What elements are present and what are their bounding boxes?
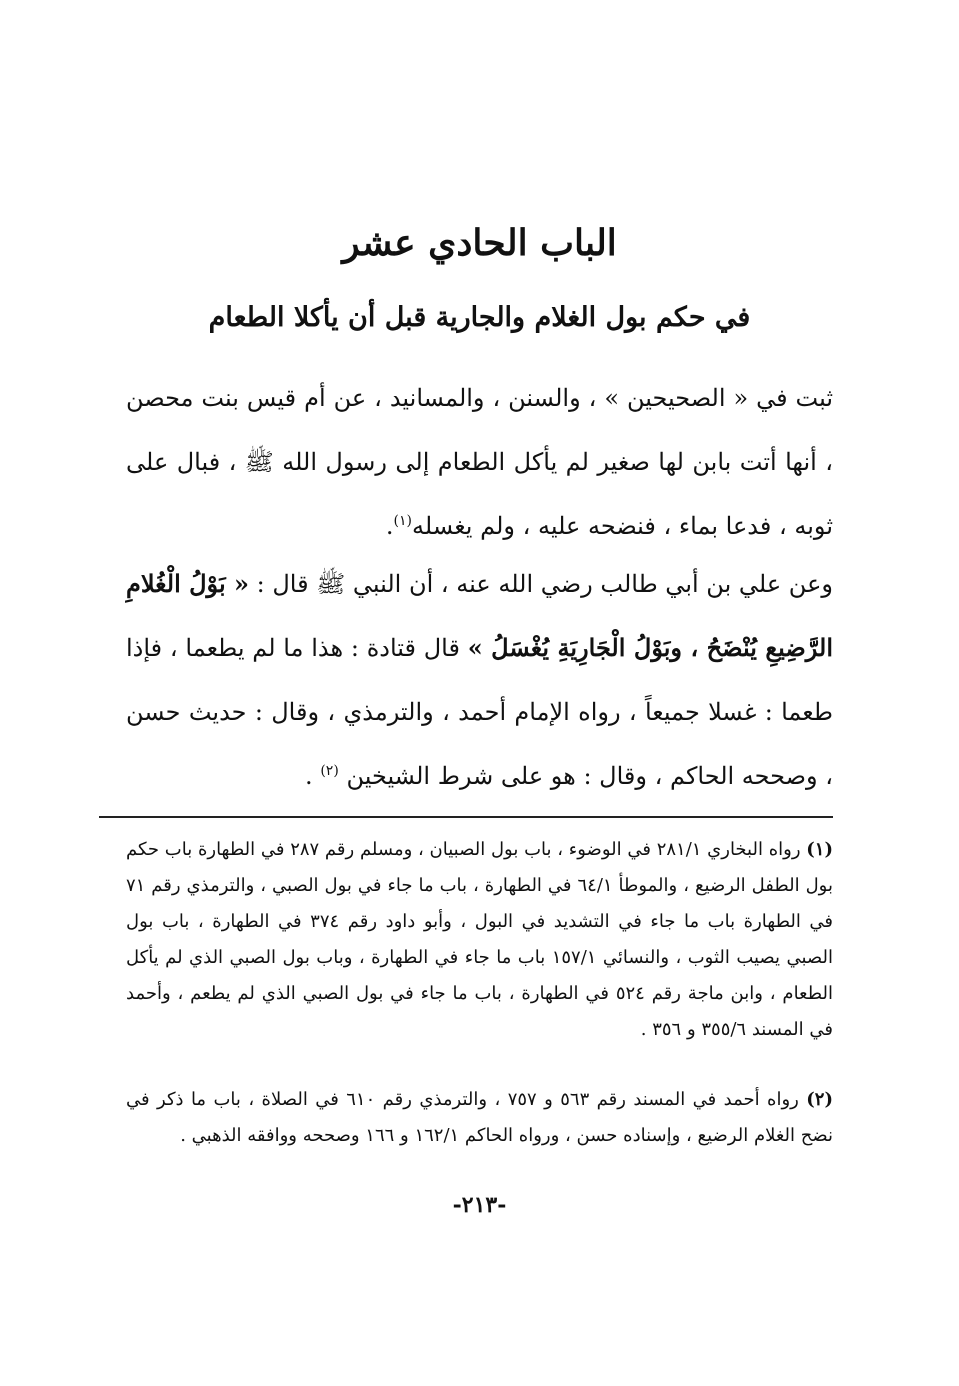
footnote-number: (٢) — [806, 1089, 833, 1110]
paragraph-end: . — [385, 512, 394, 540]
footnote-ref-2[interactable]: (٢) — [320, 763, 339, 779]
paragraph-text: قال قتادة : هذا ما لم يطعما ، فإذا طعما : غسلا جميعاً ، رواه الإمام أحمد ، والترمذي ، وقال : حديث حسن ، وصححه الحاكم ، وقال : هو على شرط الشيخين — [126, 634, 833, 790]
footnote-number: (١) — [806, 839, 833, 860]
footnote-divider — [99, 816, 833, 818]
hadith-quote: « بَوْلُ الْغُلامِ الرَّضِيعِ يُنْضَحُ ، وبَوْلُ الْجَارِيَةِ يُغْسَلُ » — [126, 569, 833, 662]
footnote-ref-1[interactable]: (١) — [393, 513, 412, 529]
chapter-title: الباب الحادي عشر — [342, 222, 617, 264]
chapter-subtitle: في حكم بول الغلام والجارية قبل أن يأكلا الطعام — [208, 302, 751, 333]
footnote-1 — [126, 832, 833, 1048]
footnote-text: رواه أحمد في المسند رقم ٥٦٣ و ٧٥٧ ، والترمذي رقم ٦١٠ في الصلاة ، باب ما ذكر في نضح الغلام الرضيع ، وإسناده حسن ، ورواه الحاكم ١٦٢/١ و ١٦٦ وصححه ووافقه الذهبي . — [126, 1089, 833, 1146]
body-paragraph-1 — [126, 366, 833, 558]
paragraph-text: وعن علي بن أبي طالب رضي الله عنه ، أن النبي ﷺ قال : — [256, 570, 833, 598]
paragraph-text: ثبت في « الصحيحين » ، والسنن ، والمسانيد ، عن أم قيس بنت محصن ، أنها أتت بابن لها صغير لم يأكل الطعام إلى رسول الله ﷺ ، فبال على ثوبه ، فدعا بماء ، فنضحه عليه ، ولم يغسله — [126, 384, 833, 540]
body-paragraph-2 — [126, 552, 833, 808]
footnote-text: رواه البخاري ٢٨١/١ في الوضوء ، باب بول الصبيان ، ومسلم رقم ٢٨٧ في الطهارة باب حكم بول الطفل الرضيع ، والموطأ ٦٤/١ في الطهارة ، باب ما جاء في بول الصبي ، والترمذي رقم ٧١ في الطهارة باب ما جاء في التشديد في البول ، وأبو داود رقم ٣٧٤ في الطهارة ، باب بول الصبي يصيب الثوب ، والنسائي ١٥٧/١ باب ما جاء في الطهارة ، وباب بول الصبي الذي لم يأكل الطعام ، وابن ماجة رقم ٥٢٤ في الطهارة ، باب ما جاء في بول الصبي الذي لم يطعم ، وأحمد في المسند ٣٥٥/٦ و ٣٥٦ . — [126, 839, 834, 1040]
footnote-2 — [126, 1082, 833, 1154]
paragraph-end: . — [305, 762, 313, 790]
page-number: -٢١٣- — [452, 1192, 507, 1218]
